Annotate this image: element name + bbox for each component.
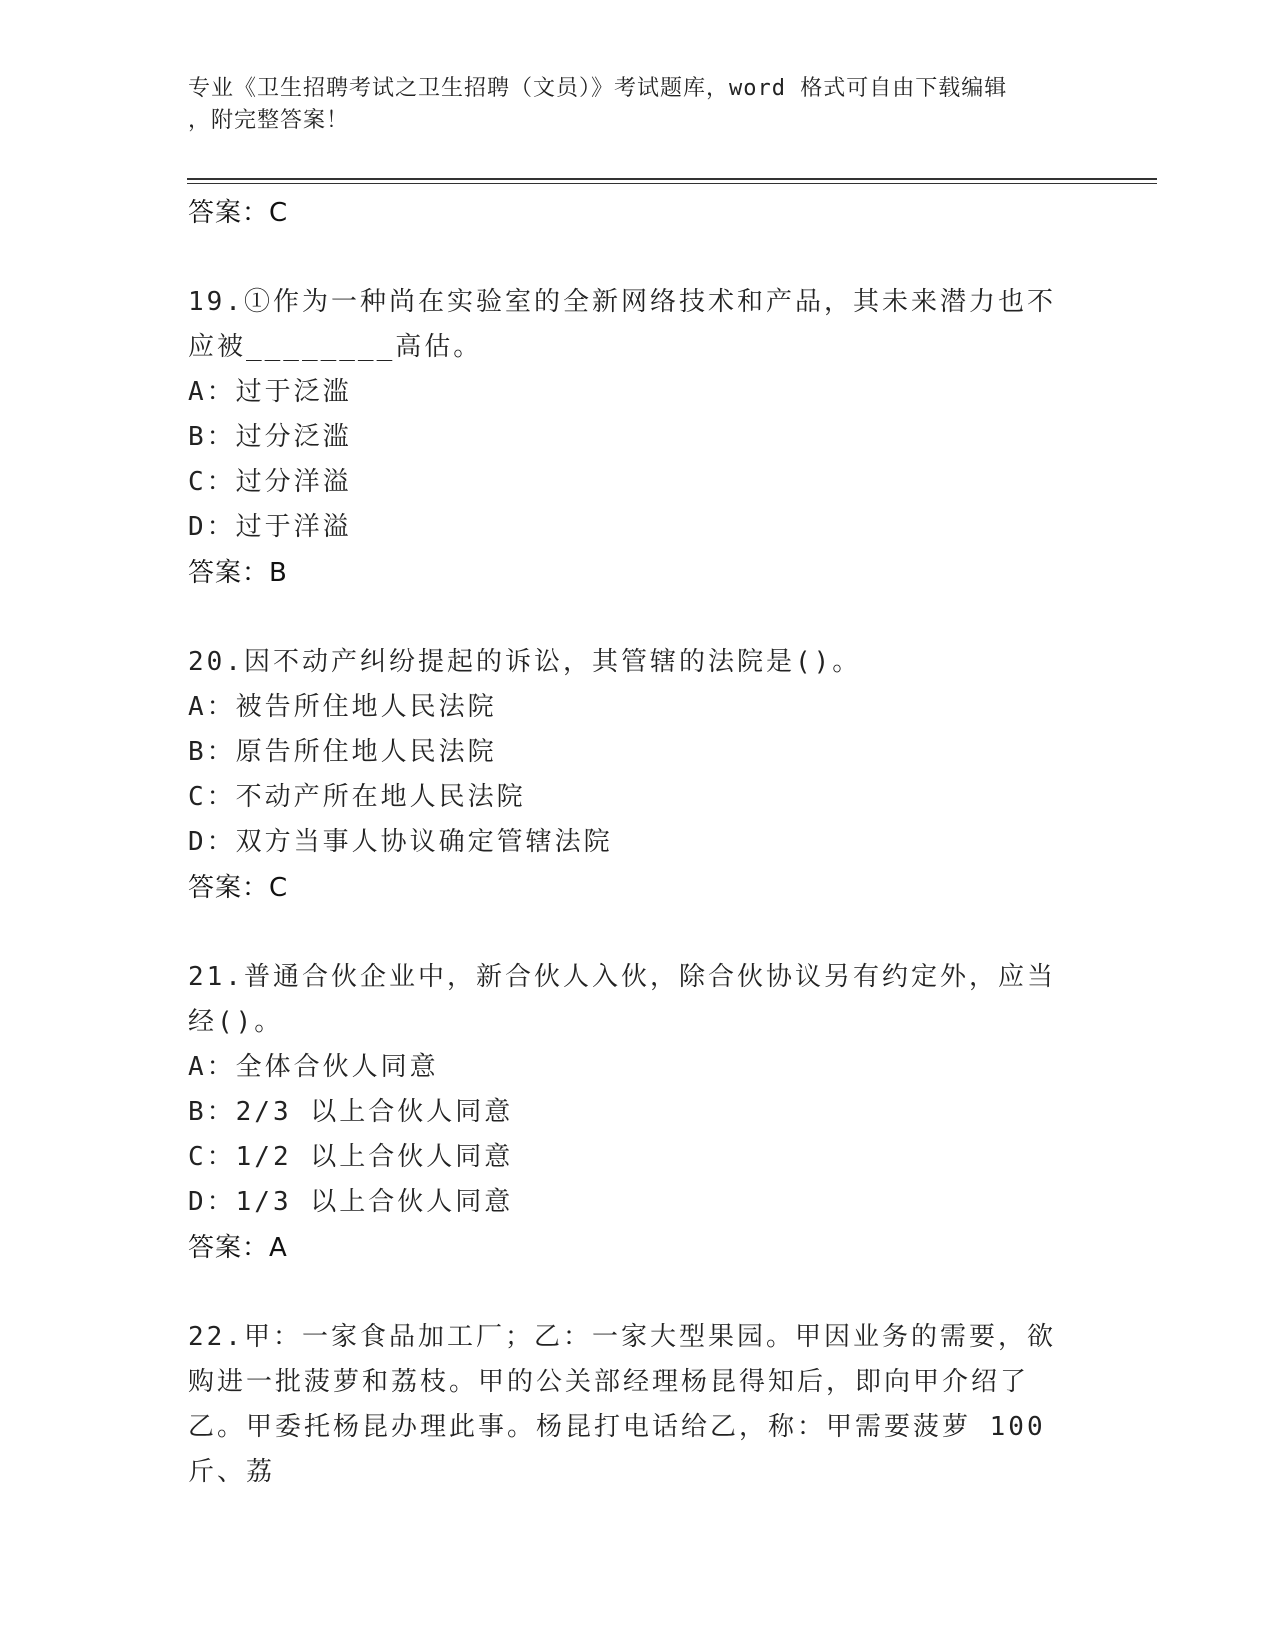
answer: 答案：A (188, 1233, 288, 1263)
answer: 答案：B (188, 558, 288, 588)
document-header (188, 73, 1068, 137)
option-b: B：2/3 以上合伙人同意 (188, 1097, 514, 1127)
question-19 (188, 280, 1088, 596)
option-d: D：双方当事人协议确定管辖法院 (188, 827, 613, 857)
question-text: 19.①作为一种尚在实验室的全新网络技术和产品，其未来潜力也不应被________高估。 (188, 287, 1056, 362)
question-text: 20.因不动产纠纷提起的诉讼，其管辖的法院是()。 (188, 647, 862, 677)
option-a: A：过于泛滥 (188, 377, 352, 407)
question-text: 22.甲：一家食品加工厂；乙：一家大型果园。甲因业务的需要，欲购进一批菠萝和荔枝。甲的公关部经理杨昆得知后，即向甲介绍了乙。甲委托杨昆办理此事。杨昆打电话给乙，称：甲需要菠萝 100 斤、荔 (188, 1322, 1056, 1487)
option-d: D：过于洋溢 (188, 512, 352, 542)
question-22 (188, 1315, 1088, 1495)
header-line-2: ，附完整答案！ (188, 108, 350, 133)
option-c: C：1/2 以上合伙人同意 (188, 1142, 514, 1172)
header-line-1: 专业《卫生招聘考试之卫生招聘（文员）》考试题库，word 格式可自由下载编辑 (188, 76, 1008, 101)
option-c: C：过分洋溢 (188, 467, 352, 497)
option-d: D：1/3 以上合伙人同意 (188, 1187, 514, 1217)
header-rule-thick (187, 178, 1157, 180)
previous-answer: 答案：C (188, 198, 289, 228)
document-body (188, 190, 1088, 1495)
option-b: B：原告所住地人民法院 (188, 737, 497, 767)
option-a: A：被告所住地人民法院 (188, 692, 497, 722)
header-rule-thin (187, 183, 1157, 184)
option-b: B：过分泛滥 (188, 422, 352, 452)
option-c: C：不动产所在地人民法院 (188, 782, 526, 812)
option-a: A：全体合伙人同意 (188, 1052, 439, 1082)
answer: 答案：C (188, 873, 289, 903)
question-21 (188, 955, 1088, 1271)
question-20 (188, 640, 1088, 911)
question-text: 21.普通合伙企业中，新合伙人入伙，除合伙协议另有约定外，应当经()。 (188, 962, 1056, 1037)
